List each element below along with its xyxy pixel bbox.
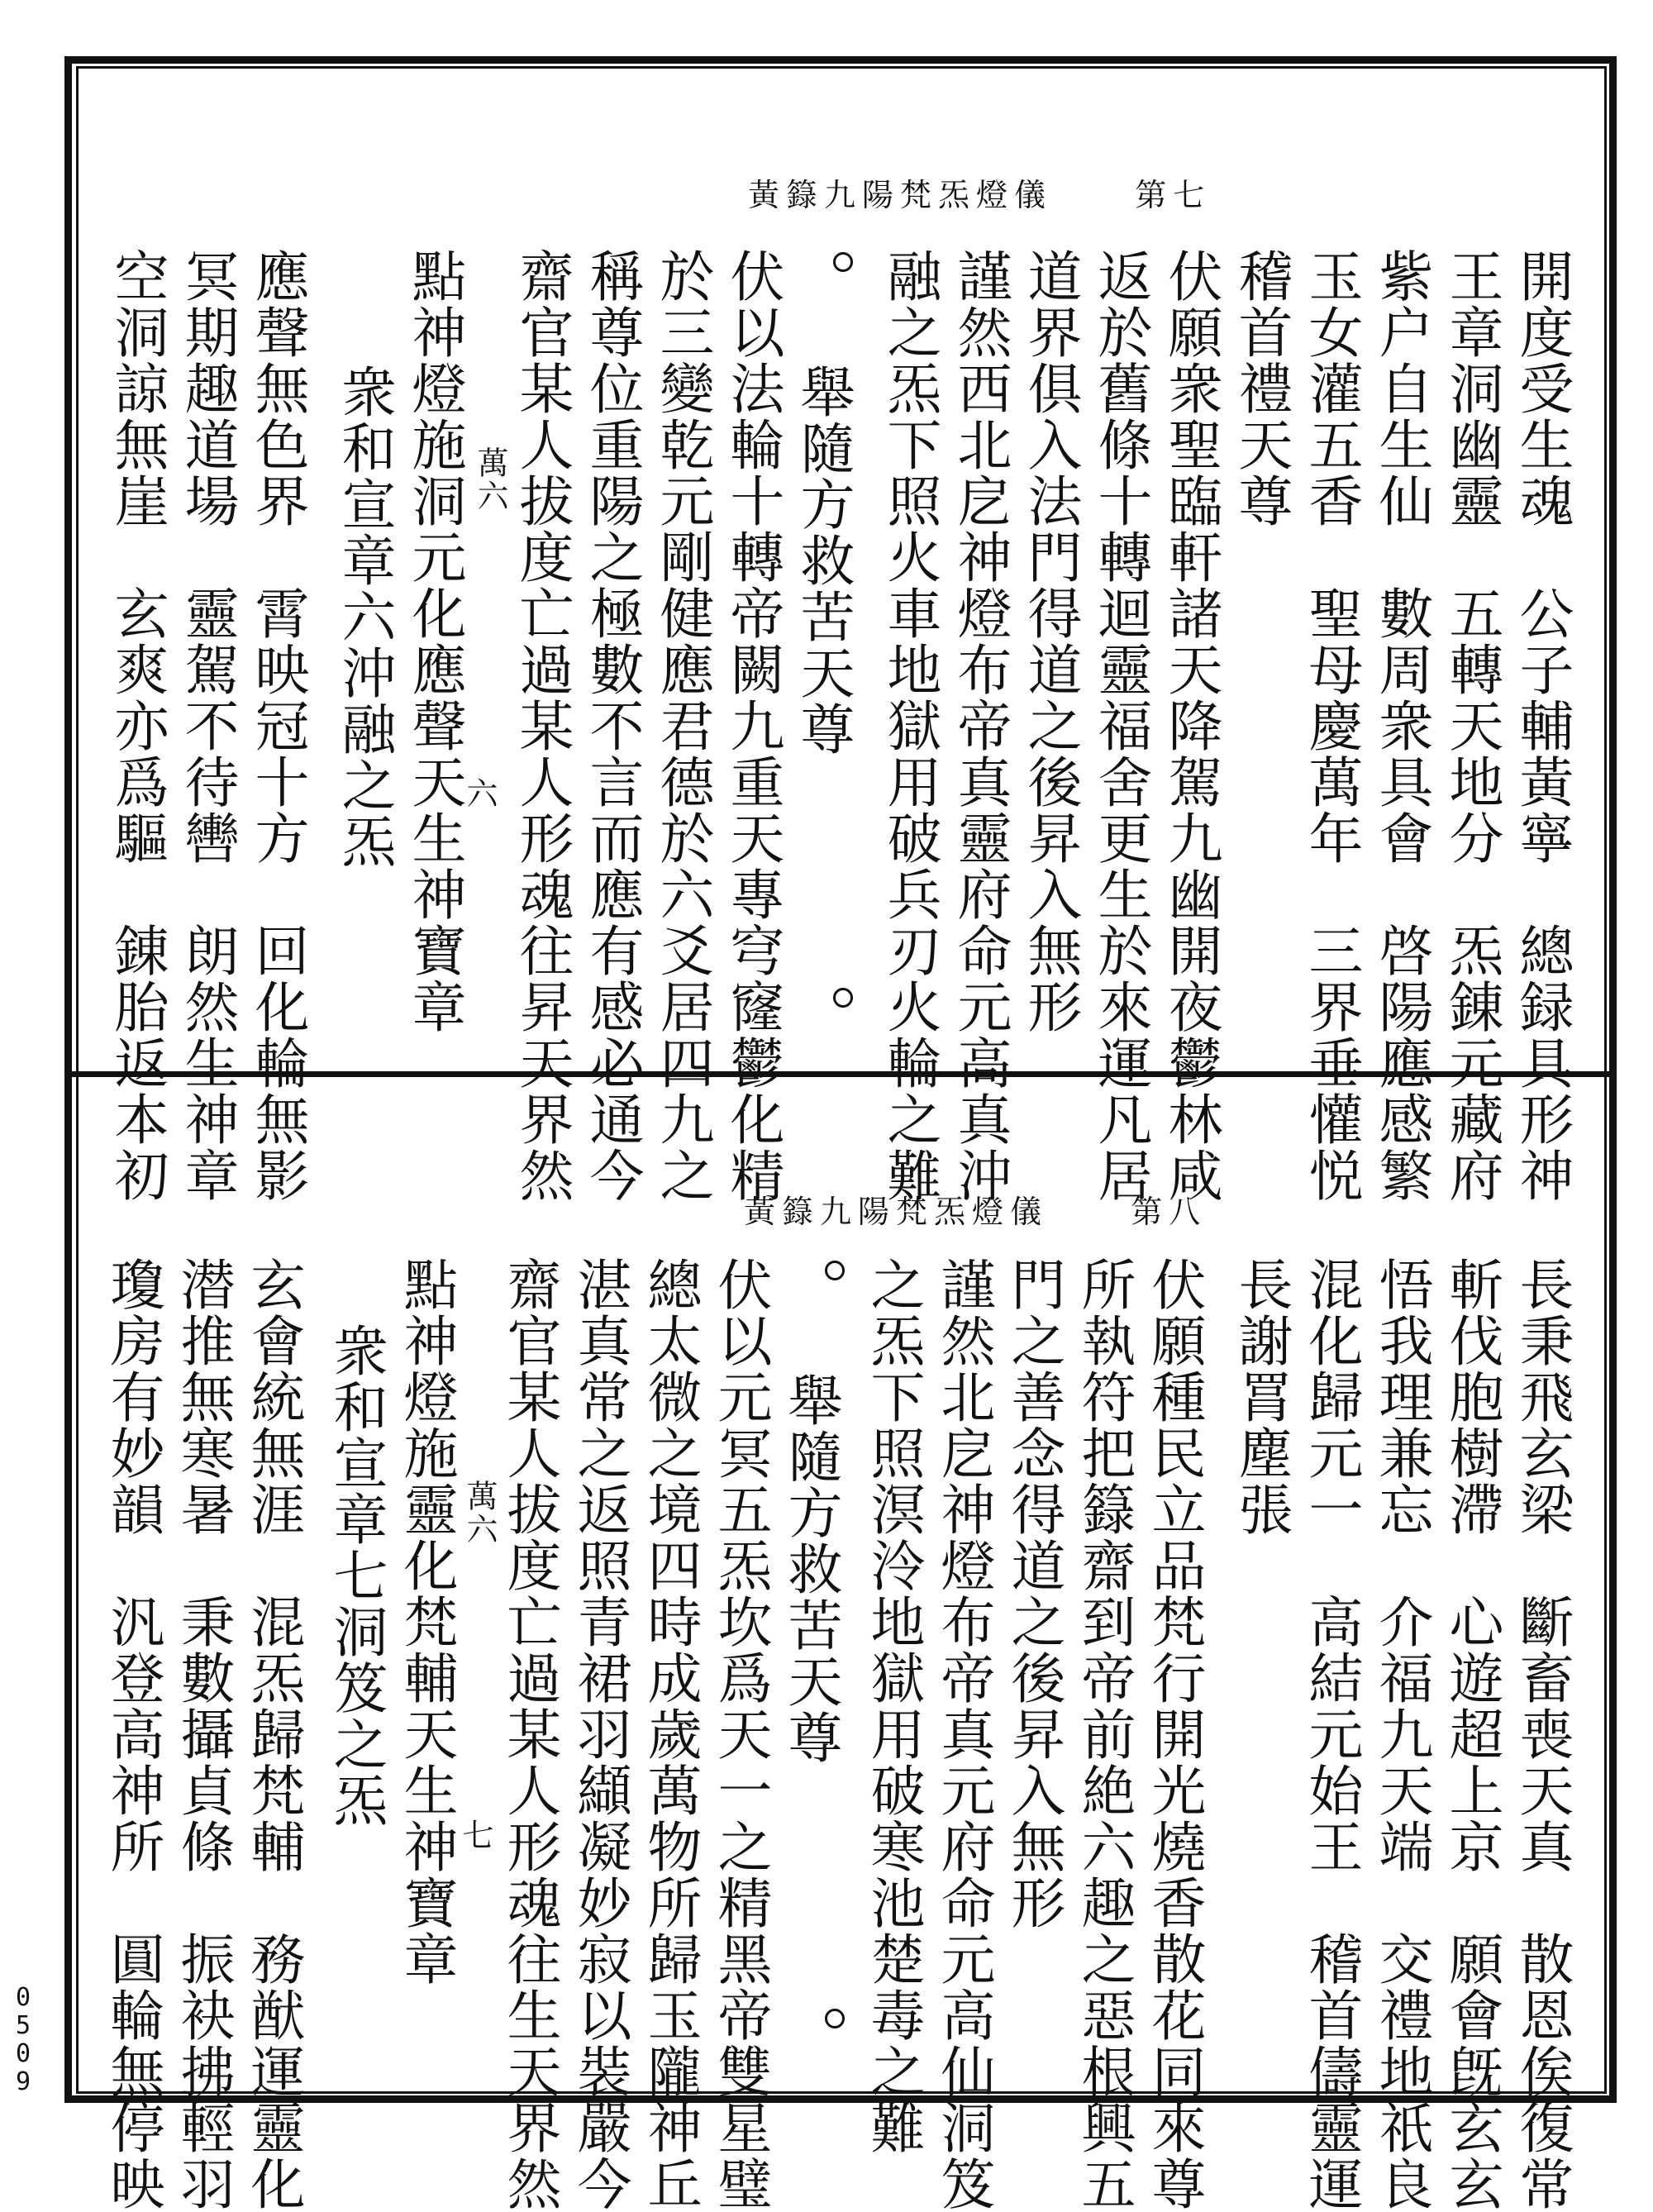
- bottom-col-20: 瓊房有妙韻 汎登高神所 圓輪無停映: [101, 1256, 164, 2212]
- top-note-1: 萬六: [472, 446, 508, 512]
- bottom-col-7: 所執符把籙齋到帝前絶六趣之惡根興五: [1072, 1256, 1136, 2212]
- bottom-header-page: 第八: [1131, 1194, 1208, 1230]
- bottom-col-13: 總太微之境四時成歲萬物所歸玉隴神丘: [638, 1256, 702, 2212]
- bottom-col-2: 斬伐胞樹滯 心遊超上京 願會旣玄玄: [1440, 1256, 1503, 2212]
- page-number-digit: 9: [15, 2067, 31, 2096]
- top-header-title: 黃籙九陽梵炁燈儀: [748, 177, 1053, 213]
- page-number-digit: 5: [15, 2011, 31, 2040]
- bottom-col-4: 混化歸元一 高結元始王 稽首儔靈運: [1299, 1256, 1363, 2212]
- top-col-3: 紫户自生仙 數周衆具會 啓陽應感繁: [1370, 248, 1433, 1204]
- top-col-9: 謹然西北戹神燈布帝真靈府命元高真沖: [948, 248, 1012, 1204]
- bottom-header: [744, 1186, 1207, 1232]
- bottom-circle-mark-2: [825, 2009, 845, 2028]
- page-number-text: [7, 1984, 40, 2096]
- bottom-note-1: 萬六: [461, 1480, 498, 1546]
- bottom-col-5: 長謝罥塵張: [1229, 1256, 1293, 1537]
- bottom-col-8: 門之善念得道之後昇入無形: [1002, 1256, 1065, 1931]
- bottom-col-10: 之炁下照溟泠地獄用破寒池楚毒之難: [861, 1256, 925, 2156]
- bottom-col-12: 伏以元冥五炁坎爲天一之精黑帝雙星璧: [708, 1256, 772, 2212]
- top-note-2: 六: [461, 777, 498, 810]
- top-col-7: 返於舊條十轉迴靈福舍更生於來運凡居: [1089, 248, 1152, 1204]
- top-col-5: 稽首禮天尊: [1229, 248, 1293, 529]
- top-col-17: 衆和宣章六沖融之炁: [332, 364, 396, 870]
- top-col-10: 融之炁下照火車地獄用破兵刃火輪之難: [878, 248, 941, 1204]
- top-col-6: 伏願衆聖臨軒諸天降駕九幽開夜鬱林咸: [1159, 248, 1222, 1204]
- top-col-15: 齋官某人拔度亡過某人形魂往昇天界然: [510, 248, 574, 1204]
- top-col-20: 空洞諒無崖 玄爽亦爲驅 錬胎返本初: [105, 248, 169, 1204]
- bottom-col-19: 潜推無寒暑 秉數攝貞條 振袂拂輕羽: [171, 1256, 235, 2212]
- page-number: [7, 1984, 40, 2096]
- top-col-14: 稱尊位重陽之極數不言而應有感必通今: [580, 248, 644, 1204]
- bottom-header-title: 黃籙九陽梵炁燈儀: [744, 1194, 1049, 1230]
- bottom-note-2: 七: [457, 1819, 493, 1852]
- top-col-19: 冥期趣道場 靈駕不待轡 朗然生神章: [175, 248, 239, 1204]
- bottom-col-18: 玄會統無涯 混炁歸梵輔 務猷運靈化: [241, 1256, 305, 2212]
- bottom-circle-mark-1: [825, 1261, 845, 1280]
- bottom-col-11: 舉隨方救苦天尊: [779, 1372, 842, 1766]
- page-number-digit: 0: [15, 1983, 31, 2012]
- bottom-col-6: 伏願種民立品梵行開光燒香散花同來尊: [1142, 1256, 1206, 2212]
- top-col-4: 玉女灌五香 聖母慶萬年 三界垂懽悦: [1299, 248, 1363, 1204]
- bottom-col-16: 點神燈施靈化梵輔天生神寶章: [394, 1256, 458, 1987]
- bottom-col-1: 長秉飛玄梁 斷畜喪天真 散恩俟復常: [1510, 1256, 1574, 2212]
- top-header-page: 第七: [1135, 177, 1212, 213]
- bottom-col-14: 湛真常之返照青裙羽纈凝妙寂以裝嚴今: [568, 1256, 631, 2212]
- top-col-8: 道界俱入法門得道之後昇入無形: [1018, 248, 1082, 1035]
- top-col-2: 王章洞幽靈 五轉天地分 炁錬元藏府: [1440, 248, 1503, 1204]
- top-header: [748, 169, 1211, 215]
- top-col-1: 開度受生魂 公子輔黃寧 總録具形神: [1510, 248, 1574, 1204]
- top-col-12: 伏以法輪十轉帝闕九重天專穹窿鬱化精: [721, 248, 784, 1204]
- top-col-16: 點神燈施洞元化應聲天生神寶章: [403, 248, 466, 1035]
- top-circle-mark-1: [833, 252, 853, 272]
- page-number-digit: 0: [15, 2039, 31, 2068]
- bottom-col-9: 謹然北戹神燈布帝真元府命元高仙洞笈: [931, 1256, 995, 2212]
- bottom-col-17: 衆和宣章七洞笈之炁: [324, 1323, 388, 1828]
- bottom-col-3: 悟我理兼忘 介福九天端 交禮地祇良: [1370, 1256, 1433, 2212]
- top-col-11: 舉隨方救苦天尊: [791, 364, 855, 757]
- top-circle-mark-2: [833, 988, 853, 1008]
- top-col-18: 應聲無色界 霄映冠十方 回化輪無影: [245, 248, 309, 1204]
- top-col-13: 於三變乾元剛健應君德於六爻居四九之: [650, 248, 714, 1204]
- bottom-col-15: 齋官某人拔度亡過某人形魂往生天界然: [498, 1256, 561, 2212]
